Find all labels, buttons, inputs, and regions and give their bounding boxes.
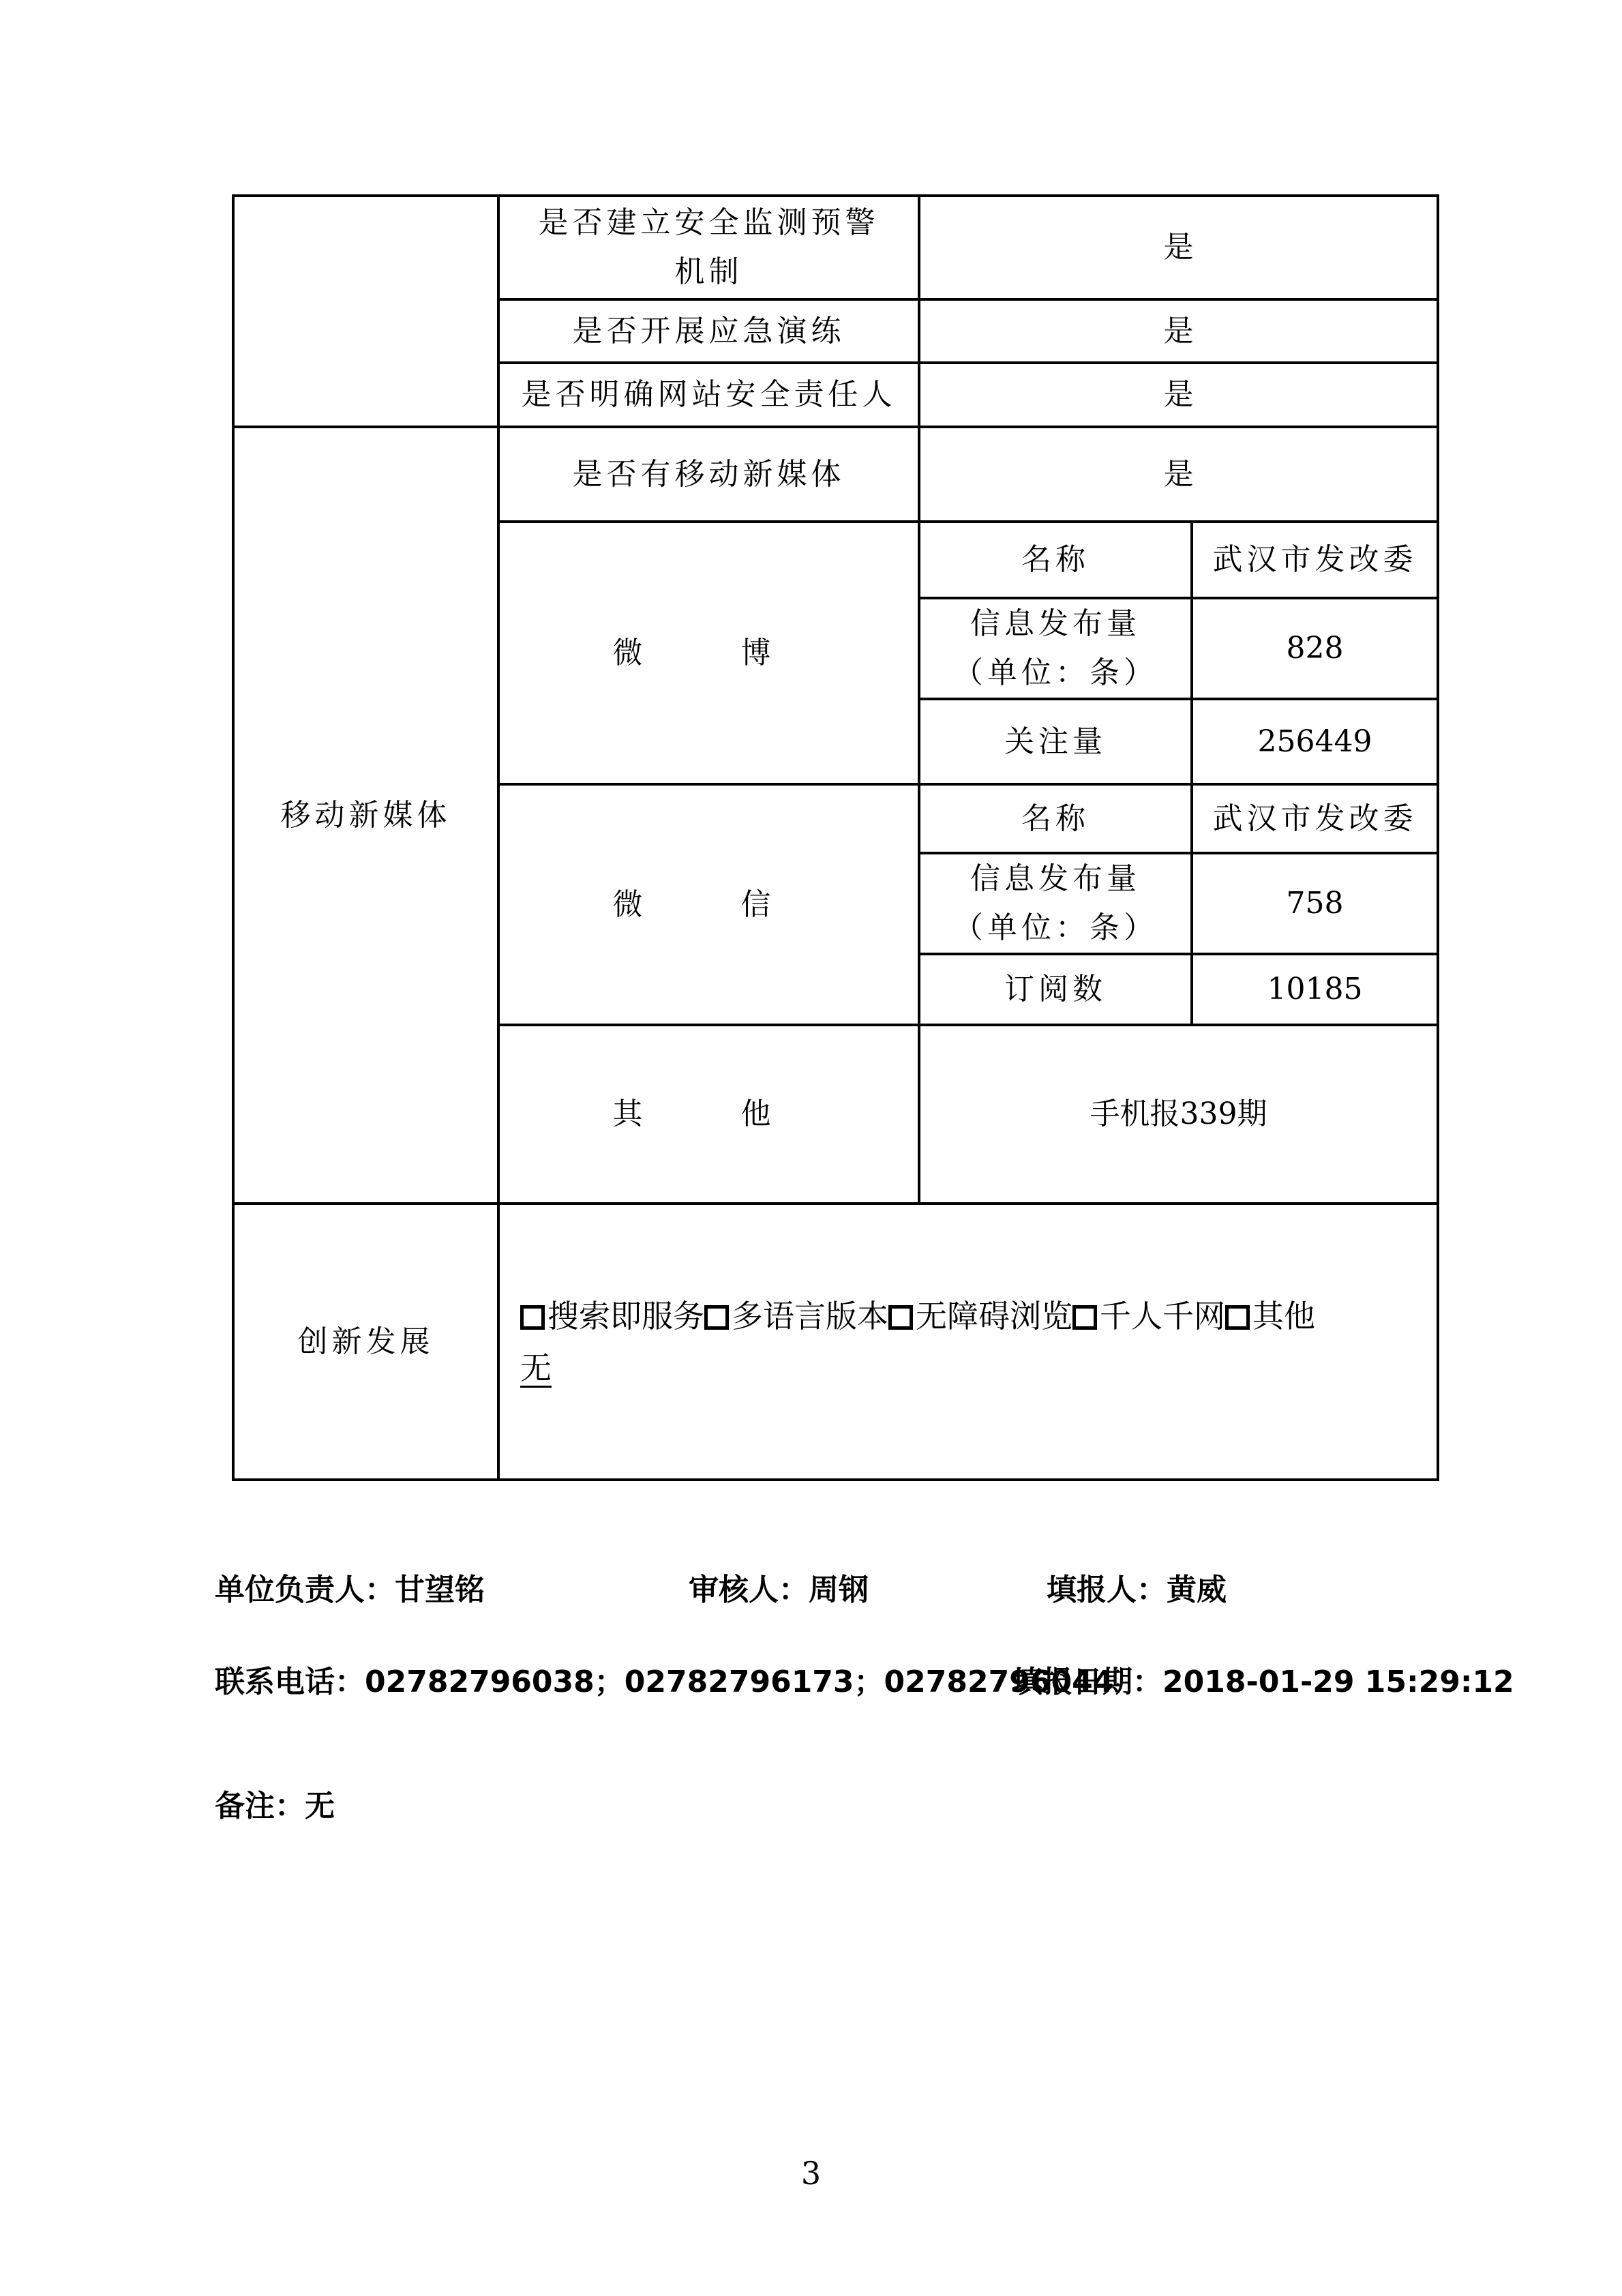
checkbox-accessibility[interactable] — [888, 1305, 913, 1330]
other-media-title: 其 他 — [498, 1025, 919, 1204]
footer-reviewer: 审核人：周钢 — [689, 1572, 869, 1607]
page-number: 3 — [800, 2155, 822, 2192]
checkbox-multilingual[interactable] — [704, 1305, 729, 1330]
innovation-options — [498, 1204, 1438, 1480]
wechat-name-label: 名称 — [919, 784, 1192, 853]
section-title-security — [233, 196, 498, 427]
wechat-title: 微 信 — [498, 784, 919, 1025]
checkbox-search-as-service[interactable] — [520, 1305, 545, 1330]
value-emergency-drill: 是 — [919, 299, 1438, 363]
value-has-mobile: 是 — [919, 427, 1438, 522]
weibo-posts-value: 828 — [1192, 598, 1438, 699]
other-media-value: 手机报339期 — [919, 1025, 1438, 1204]
label-emergency-drill: 是否开展应急演练 — [498, 299, 919, 363]
checkbox-personalized[interactable] — [1072, 1305, 1097, 1330]
footer-phone: 联系电话：02782796038；02782796173；02782796044 — [215, 1665, 1114, 1699]
weibo-followers-value: 256449 — [1192, 699, 1438, 784]
value-site-security-owner: 是 — [919, 363, 1438, 427]
value-security-monitoring: 是 — [919, 196, 1438, 299]
footer-unit-head: 单位负责人：甘望铭 — [215, 1572, 485, 1607]
option-accessibility: 无障碍浏览 — [916, 1297, 1072, 1335]
option-multilingual: 多语言版本 — [732, 1297, 888, 1335]
wechat-subscribers-label: 订阅数 — [919, 954, 1192, 1025]
section-title-innovation: 创新发展 — [233, 1204, 498, 1480]
label-site-security-owner: 是否明确网站安全责任人 — [498, 363, 919, 427]
wechat-subscribers-value: 10185 — [1192, 954, 1438, 1025]
weibo-name-value: 武汉市发改委 — [1192, 522, 1438, 598]
footer-remarks: 备注：无 — [215, 1789, 335, 1823]
weibo-title: 微 博 — [498, 522, 919, 784]
wechat-name-value: 武汉市发改委 — [1192, 784, 1438, 853]
label-security-monitoring: 是否建立安全监测预警 机制 — [498, 196, 919, 299]
option-other: 其他 — [1252, 1297, 1315, 1335]
footer-filler: 填报人：黄威 — [1047, 1572, 1227, 1607]
section-title-mobile: 移动新媒体 — [233, 427, 498, 1204]
report-table — [232, 194, 1439, 1481]
weibo-followers-label: 关注量 — [919, 699, 1192, 784]
footer-date: 填报日期：2018-01-29 15:29:12 — [1012, 1665, 1514, 1699]
checkbox-other[interactable] — [1225, 1305, 1250, 1330]
innovation-other-value: 无 — [520, 1349, 552, 1386]
option-search-as-service: 搜索即服务 — [547, 1297, 704, 1335]
label-has-mobile: 是否有移动新媒体 — [498, 427, 919, 522]
innovation-checkbox-line — [520, 1290, 1416, 1342]
option-personalized: 千人千网 — [1100, 1297, 1225, 1335]
wechat-posts-value: 758 — [1192, 853, 1438, 954]
weibo-name-label: 名称 — [919, 522, 1192, 598]
wechat-posts-label: 信息发布量 （单位：条） — [919, 853, 1192, 954]
weibo-posts-label: 信息发布量 （单位：条） — [919, 598, 1192, 699]
